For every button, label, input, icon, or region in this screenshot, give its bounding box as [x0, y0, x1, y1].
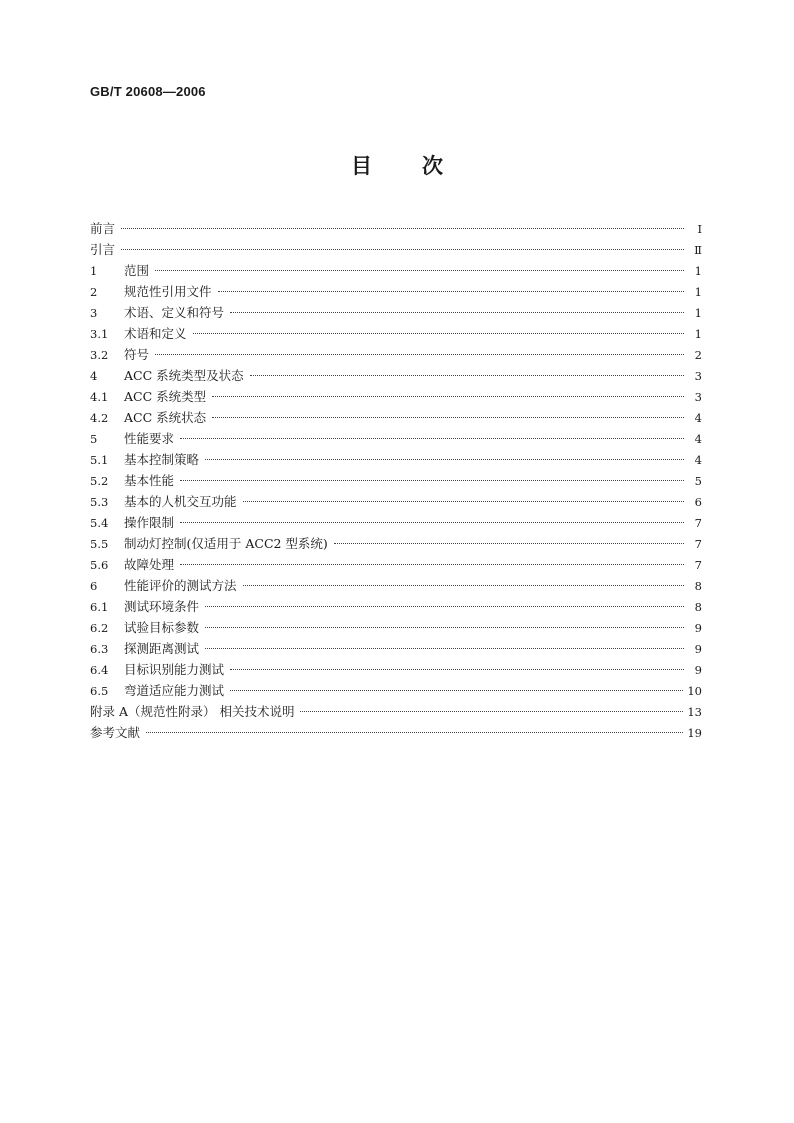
- toc-entry[interactable]: [90, 470, 702, 491]
- toc-entry[interactable]: [90, 260, 702, 281]
- toc-entry-page-number: 19: [687, 726, 702, 740]
- toc-entry-page-number: 9: [694, 663, 702, 677]
- toc-entry-number: 5: [90, 432, 98, 446]
- toc-entry[interactable]: [90, 449, 702, 470]
- toc-entry-title: 前言: [90, 221, 116, 236]
- toc-entry-page-number: 3: [694, 369, 702, 383]
- toc-entry-page-number: 1: [694, 327, 702, 341]
- toc-entry[interactable]: [90, 428, 702, 449]
- toc-entry-title: ACC 系统状态: [124, 410, 207, 425]
- toc-entry-number: 5.5: [90, 537, 109, 551]
- toc-entry-number: 3.2: [90, 348, 109, 362]
- toc-entry-number: 2: [90, 285, 98, 299]
- toc-entry-number: 4: [90, 369, 98, 383]
- page-title-part1: 目: [351, 154, 372, 178]
- toc-entry-page-number: Ⅱ: [694, 243, 702, 257]
- toc-leader-dots: [193, 333, 684, 334]
- toc-leader-dots: [243, 585, 684, 586]
- toc-entry-number: 5.3: [90, 495, 109, 509]
- toc-leader-dots: [243, 501, 684, 502]
- toc-entry[interactable]: [90, 659, 702, 680]
- toc-entry-title: 术语和定义: [124, 326, 187, 341]
- toc-entry-page-number: 2: [694, 348, 702, 362]
- toc-entry[interactable]: [90, 344, 702, 365]
- toc-entry[interactable]: [90, 491, 702, 512]
- toc-leader-dots: [205, 648, 684, 649]
- toc-entry[interactable]: [90, 596, 702, 617]
- toc-entry-title: 引言: [90, 242, 116, 257]
- toc-leader-dots: [250, 375, 684, 376]
- toc-entry[interactable]: [90, 533, 702, 554]
- toc-entry-number: 4.2: [90, 411, 109, 425]
- toc-entry-title: 附录 A（规范性附录） 相关技术说明: [90, 704, 295, 719]
- toc-leader-dots: [121, 228, 684, 229]
- toc-entry-number: 6.1: [90, 600, 109, 614]
- toc-entry-title: 弯道适应能力测试: [124, 683, 225, 698]
- table-of-contents: [90, 218, 702, 743]
- toc-entry-title: ACC 系统类型: [124, 389, 207, 404]
- toc-entry-number: 6.2: [90, 621, 109, 635]
- toc-entry-title: 符号: [124, 347, 150, 362]
- toc-entry[interactable]: [90, 302, 702, 323]
- toc-entry-title: 参考文献: [90, 725, 141, 740]
- toc-leader-dots: [155, 270, 684, 271]
- toc-entry-page-number: 1: [694, 264, 702, 278]
- toc-entry-number: 5.2: [90, 474, 109, 488]
- toc-entry-page-number: 13: [687, 705, 702, 719]
- toc-entry[interactable]: [90, 722, 702, 743]
- toc-entry[interactable]: [90, 512, 702, 533]
- toc-leader-dots: [230, 690, 683, 691]
- toc-entry[interactable]: [90, 323, 702, 344]
- toc-entry-page-number: 5: [694, 474, 702, 488]
- page-title-part2: 次: [422, 154, 443, 178]
- toc-leader-dots: [230, 312, 684, 313]
- toc-entry-page-number: 1: [694, 306, 702, 320]
- toc-entry-page-number: 8: [694, 600, 702, 614]
- toc-entry-page-number: 7: [694, 516, 702, 530]
- toc-leader-dots: [205, 606, 684, 607]
- toc-entry[interactable]: [90, 575, 702, 596]
- toc-entry-title: 基本的人机交互功能: [124, 494, 237, 509]
- toc-entry[interactable]: [90, 554, 702, 575]
- page-title: [0, 150, 794, 180]
- toc-entry[interactable]: [90, 281, 702, 302]
- toc-entry-title: 性能要求: [124, 431, 175, 446]
- toc-entry-title: 性能评价的测试方法: [124, 578, 237, 593]
- toc-entry-page-number: 4: [694, 411, 702, 425]
- toc-entry-number: 3: [90, 306, 98, 320]
- toc-leader-dots: [180, 522, 684, 523]
- toc-entry[interactable]: [90, 680, 702, 701]
- toc-entry-page-number: Ⅰ: [697, 222, 702, 236]
- toc-entry-page-number: 7: [694, 537, 702, 551]
- toc-entry-title: ACC 系统类型及状态: [124, 368, 244, 383]
- toc-leader-dots: [205, 459, 684, 460]
- toc-leader-dots: [230, 669, 684, 670]
- toc-entry-title: 操作限制: [124, 515, 175, 530]
- toc-leader-dots: [180, 480, 684, 481]
- toc-entry-title: 范围: [124, 263, 150, 278]
- toc-entry-page-number: 8: [694, 579, 702, 593]
- toc-leader-dots: [121, 249, 684, 250]
- toc-leader-dots: [180, 438, 684, 439]
- toc-entry-title: 测试环境条件: [124, 599, 200, 614]
- toc-entry-number: 5.1: [90, 453, 109, 467]
- toc-leader-dots: [205, 627, 684, 628]
- toc-leader-dots: [146, 732, 683, 733]
- toc-entry-page-number: 1: [694, 285, 702, 299]
- toc-entry-title: 探测距离测试: [124, 641, 200, 656]
- toc-entry-page-number: 4: [694, 432, 702, 446]
- toc-entry-title: 目标识别能力测试: [124, 662, 225, 677]
- toc-entry-number: 3.1: [90, 327, 109, 341]
- toc-entry[interactable]: [90, 638, 702, 659]
- toc-entry-number: 1: [90, 264, 98, 278]
- toc-leader-dots: [212, 417, 684, 418]
- toc-leader-dots: [300, 711, 683, 712]
- toc-entry[interactable]: [90, 701, 702, 722]
- toc-entry-number: 6: [90, 579, 98, 593]
- toc-entry-page-number: 7: [694, 558, 702, 572]
- toc-entry-title: 试验目标参数: [124, 620, 200, 635]
- toc-entry[interactable]: [90, 239, 702, 260]
- toc-entry-number: 4.1: [90, 390, 109, 404]
- toc-entry-page-number: 6: [694, 495, 702, 509]
- toc-entry-title: 故障处理: [124, 557, 175, 572]
- standard-code: GB/T 20608—2006: [90, 84, 206, 99]
- toc-entry-page-number: 10: [687, 684, 702, 698]
- toc-entry-title: 基本性能: [124, 473, 175, 488]
- toc-entry-page-number: 9: [694, 642, 702, 656]
- toc-entry-number: 5.6: [90, 558, 109, 572]
- toc-entry-title: 规范性引用文件: [124, 284, 212, 299]
- toc-entry[interactable]: [90, 617, 702, 638]
- toc-entry-number: 5.4: [90, 516, 109, 530]
- toc-entry[interactable]: [90, 218, 702, 239]
- toc-leader-dots: [334, 543, 684, 544]
- toc-leader-dots: [155, 354, 684, 355]
- toc-entry-title: 基本控制策略: [124, 452, 200, 467]
- toc-leader-dots: [218, 291, 684, 292]
- toc-entry[interactable]: [90, 407, 702, 428]
- toc-entry-page-number: 9: [694, 621, 702, 635]
- toc-entry[interactable]: [90, 386, 702, 407]
- toc-entry-title: 制动灯控制(仅适用于 ACC2 型系统): [124, 536, 328, 551]
- toc-entry-number: 6.4: [90, 663, 109, 677]
- toc-entry-page-number: 4: [694, 453, 702, 467]
- toc-entry-page-number: 3: [694, 390, 702, 404]
- toc-entry[interactable]: [90, 365, 702, 386]
- toc-entry-title: 术语、定义和符号: [124, 305, 225, 320]
- toc-leader-dots: [212, 396, 684, 397]
- toc-entry-number: 6.3: [90, 642, 109, 656]
- toc-entry-number: 6.5: [90, 684, 109, 698]
- toc-leader-dots: [180, 564, 684, 565]
